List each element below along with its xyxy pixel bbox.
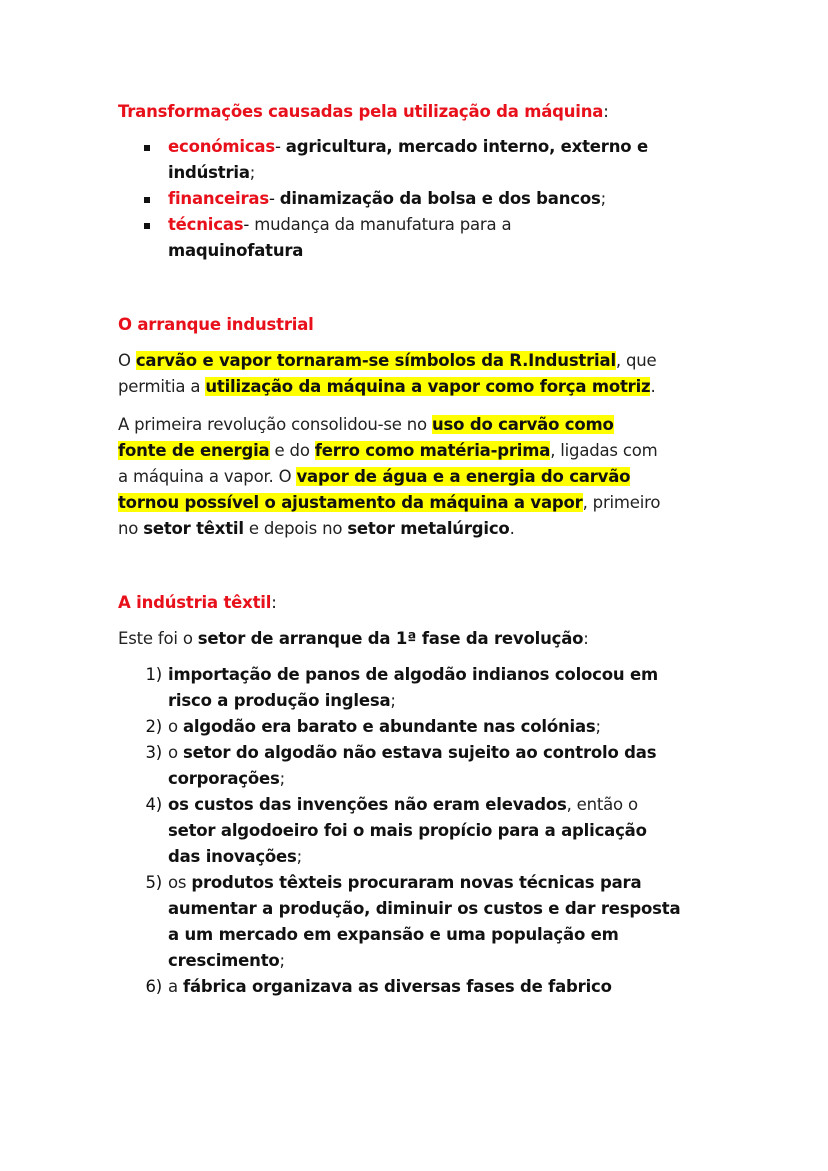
text-run: setor de arranque da 1ª fase da revolução bbox=[197, 629, 584, 648]
list-number: 2) bbox=[145, 717, 162, 736]
list-item-line bbox=[118, 974, 680, 1000]
paragraph bbox=[118, 412, 660, 542]
text-run: importação de panos de algodão indianos colocou em bbox=[168, 665, 658, 684]
list-item-line bbox=[118, 134, 648, 160]
bullet-text: indústria bbox=[168, 163, 250, 182]
text-run: tornou possível o ajustamento da máquina a vapor bbox=[118, 493, 583, 512]
bullet-text: dinamização da bolsa e dos bancos bbox=[279, 189, 601, 208]
text-run: risco a produção inglesa bbox=[168, 691, 391, 710]
heading-colon: : bbox=[271, 593, 277, 612]
bullet-text: mudança da manufatura para a bbox=[254, 215, 512, 234]
list-item-line bbox=[118, 792, 680, 818]
text-run: algodão era barato e abundante nas colónias bbox=[182, 717, 596, 736]
text-run: vapor de água e a energia do carvão bbox=[296, 467, 631, 486]
list-item-line bbox=[118, 662, 680, 688]
paragraph-line bbox=[118, 464, 660, 490]
text-run: e do bbox=[269, 441, 315, 460]
text-run: Este foi o bbox=[118, 629, 198, 648]
list-item-line bbox=[118, 870, 680, 896]
text-run: setor têxtil bbox=[143, 519, 244, 538]
section-arranque bbox=[118, 312, 660, 542]
paragraph-line bbox=[118, 626, 680, 652]
heading-text: O arranque industrial bbox=[118, 315, 314, 334]
list-number: 1) bbox=[145, 665, 162, 684]
text-run: setor metalúrgico bbox=[347, 519, 510, 538]
text-run: ; bbox=[279, 769, 285, 788]
list-item-line bbox=[118, 922, 680, 948]
paragraph-line bbox=[118, 374, 660, 400]
bullet-end: ; bbox=[249, 163, 256, 182]
bullet-end: ; bbox=[600, 189, 606, 208]
list-item-line bbox=[118, 818, 680, 844]
paragraph-line bbox=[118, 490, 660, 516]
list-item-line bbox=[118, 688, 680, 714]
paragraph bbox=[118, 626, 680, 652]
section-heading bbox=[118, 590, 680, 616]
bullet-dash: - bbox=[274, 137, 286, 156]
text-run: fonte de energia bbox=[118, 441, 270, 460]
text-run: carvão e vapor tornaram-se símbolos da R.Industrial bbox=[135, 351, 616, 370]
text-run: das inovações bbox=[168, 847, 297, 866]
text-run: o bbox=[168, 717, 183, 736]
text-run: permitia a bbox=[118, 377, 206, 396]
text-run: o bbox=[168, 743, 183, 762]
list-item-line bbox=[118, 844, 680, 870]
bullet-dash: - bbox=[268, 189, 280, 208]
bullet-marker bbox=[118, 134, 168, 160]
square-bullet-icon bbox=[144, 223, 150, 229]
numbered-list bbox=[118, 662, 680, 1000]
list-item-line bbox=[118, 186, 648, 212]
text-run: A primeira revolução consolidou-se no bbox=[118, 415, 432, 434]
heading-text: A indústria têxtil bbox=[118, 593, 272, 612]
text-run: : bbox=[583, 629, 589, 648]
bullet-dash: - bbox=[243, 215, 255, 234]
square-bullet-icon bbox=[144, 145, 150, 151]
list-number: 4) bbox=[145, 795, 162, 814]
section-industria-textil bbox=[118, 590, 680, 1000]
list-item-line bbox=[118, 766, 680, 792]
text-run: ferro como matéria-prima bbox=[314, 441, 551, 460]
text-run: a bbox=[168, 977, 183, 996]
bullet-marker bbox=[118, 186, 168, 212]
heading-colon: : bbox=[603, 102, 609, 121]
text-run: crescimento bbox=[168, 951, 280, 970]
text-run: fábrica organizava as diversas fases de fabrico bbox=[182, 977, 612, 996]
bullet-list bbox=[118, 134, 648, 264]
list-number: 5) bbox=[145, 873, 162, 892]
text-run: , então o bbox=[566, 795, 638, 814]
text-run: uso do carvão como bbox=[431, 415, 614, 434]
section-transformacoes bbox=[118, 99, 648, 264]
list-item-line bbox=[118, 896, 680, 922]
section-heading bbox=[118, 99, 648, 125]
text-run: a um mercado em expansão e uma população em bbox=[168, 925, 619, 944]
list-item-line bbox=[118, 714, 680, 740]
list-item-line bbox=[118, 740, 680, 766]
list-item-line bbox=[118, 948, 680, 974]
text-run: os custos das invenções não eram elevados bbox=[168, 795, 567, 814]
list-item-line bbox=[118, 212, 648, 238]
text-run: a máquina a vapor. O bbox=[118, 467, 297, 486]
paragraph-line bbox=[118, 348, 660, 374]
text-run: ; bbox=[390, 691, 396, 710]
bullet-text: maquinofatura bbox=[168, 241, 304, 260]
text-run: , primeiro bbox=[582, 493, 661, 512]
list-number: 6) bbox=[145, 977, 162, 996]
paragraph-line bbox=[118, 412, 660, 438]
bullet-label: técnicas bbox=[168, 215, 244, 234]
text-run: ; bbox=[595, 717, 601, 736]
text-run: . bbox=[509, 519, 515, 538]
text-run: os bbox=[168, 873, 192, 892]
text-run: setor do algodão não estava sujeito ao controlo das bbox=[182, 743, 657, 762]
section-heading bbox=[118, 312, 660, 338]
bullet-marker bbox=[118, 212, 168, 238]
text-run: , que bbox=[615, 351, 657, 370]
text-run: setor algodoeiro foi o mais propício para a aplicação bbox=[168, 821, 647, 840]
text-run: ; bbox=[296, 847, 303, 866]
list-item-line bbox=[118, 238, 648, 264]
text-run: utilização da máquina a vapor como força motriz bbox=[205, 377, 651, 396]
list-number: 3) bbox=[145, 743, 162, 762]
square-bullet-icon bbox=[144, 197, 150, 203]
bullet-label: financeiras bbox=[168, 189, 269, 208]
text-run: corporações bbox=[168, 769, 280, 788]
text-run: no bbox=[118, 519, 144, 538]
bullet-label: económicas bbox=[168, 137, 275, 156]
text-run: . bbox=[650, 377, 656, 396]
bullet-text: agricultura, mercado interno, externo e bbox=[285, 137, 648, 156]
text-run: produtos têxteis procuraram novas técnicas para bbox=[191, 873, 642, 892]
text-run: ; bbox=[279, 951, 285, 970]
list-item-line bbox=[118, 160, 648, 186]
text-run: e depois no bbox=[243, 519, 348, 538]
paragraph-line bbox=[118, 516, 660, 542]
heading-text: Transformações causadas pela utilização da máquina bbox=[118, 102, 604, 121]
paragraph-line bbox=[118, 438, 660, 464]
text-run: aumentar a produção, diminuir os custos e dar resposta bbox=[168, 899, 681, 918]
paragraph bbox=[118, 348, 660, 400]
text-run: O bbox=[118, 351, 136, 370]
text-run: , ligadas com bbox=[550, 441, 658, 460]
